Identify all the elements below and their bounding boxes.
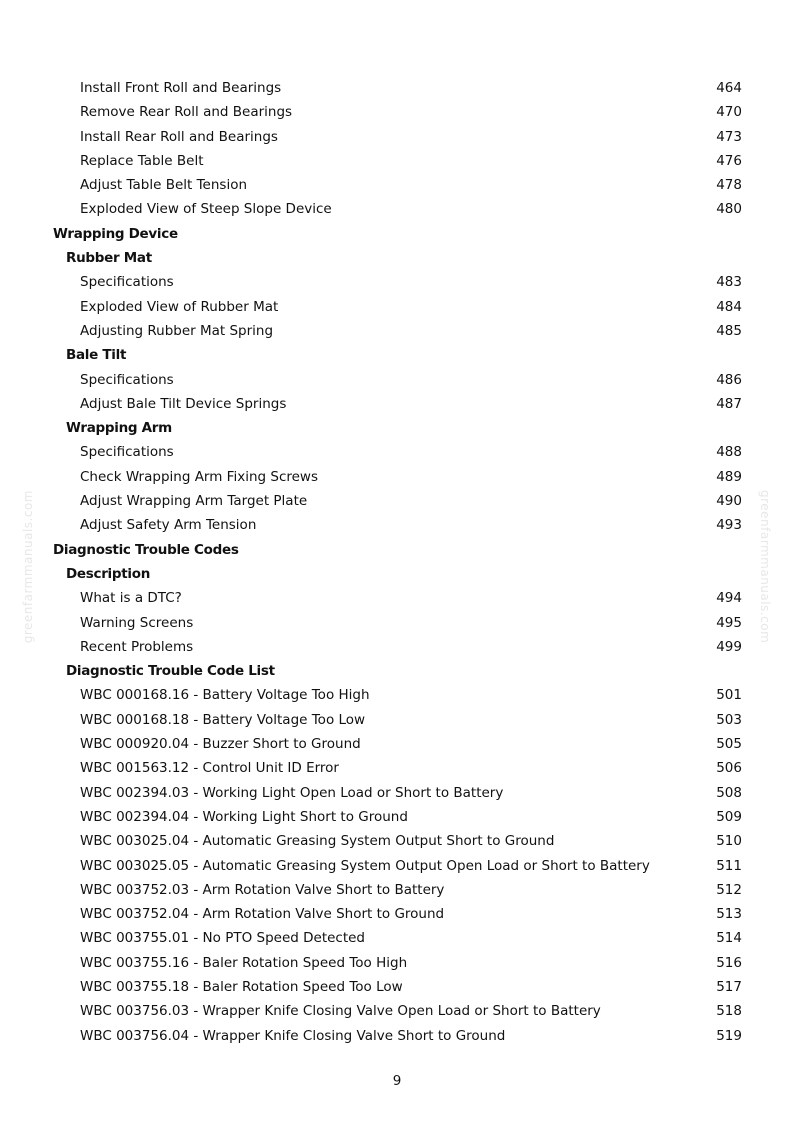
toc-entry-page: 512 [716, 881, 742, 898]
toc-entry[interactable] [0, 781, 794, 805]
toc-entry-title: Exploded View of Rubber Mat [80, 298, 279, 315]
toc-entry-title: Check Wrapping Arm Fixing Screws [80, 468, 318, 485]
toc-entry-page: 514 [716, 930, 742, 947]
toc-entry-title: Install Rear Roll and Bearings [80, 128, 278, 145]
toc-entry-page: 501 [716, 687, 742, 704]
toc-entry[interactable] [0, 1024, 794, 1048]
toc-section-heading [0, 659, 794, 683]
toc-entry-title: WBC 002394.03 - Working Light Open Load or Short to Battery [80, 784, 504, 801]
toc-entry[interactable] [0, 683, 794, 707]
toc-entry-title: Specifications [80, 444, 174, 461]
toc-entry-page: 480 [716, 201, 742, 218]
toc-entry-page: 470 [716, 104, 742, 121]
toc-section-heading [0, 562, 794, 586]
toc-section-heading [0, 343, 794, 367]
toc-entry-page: 508 [716, 784, 742, 801]
toc-entry-title: Recent Problems [80, 638, 194, 655]
toc-entry-title: Adjust Bale Tilt Device Springs [80, 395, 287, 412]
toc-entry[interactable] [0, 586, 794, 610]
toc-entry-title: WBC 000168.16 - Battery Voltage Too High [80, 687, 370, 704]
toc-entry[interactable] [0, 635, 794, 659]
toc-entry-title: WBC 003755.01 - No PTO Speed Detected [80, 930, 366, 947]
toc-entry-title: WBC 003752.03 - Arm Rotation Valve Short to Battery [80, 881, 445, 898]
toc-entry[interactable] [0, 611, 794, 635]
page-number: 9 [392, 1073, 402, 1089]
toc-entry[interactable] [0, 902, 794, 926]
toc-entry-page: 519 [716, 1027, 742, 1044]
toc-entry-title: WBC 001563.12 - Control Unit ID Error [80, 760, 339, 777]
toc-section-heading [0, 246, 794, 270]
toc-entry-title: WBC 002394.04 - Working Light Short to Ground [80, 808, 408, 825]
toc-entry-title: WBC 003756.04 - Wrapper Knife Closing Valve Short to Ground [80, 1027, 506, 1044]
toc-entry[interactable] [0, 854, 794, 878]
toc-section-heading [0, 538, 794, 562]
toc-entry-page: 487 [716, 395, 742, 412]
toc-entry[interactable] [0, 999, 794, 1023]
toc-entry-title: Description [66, 565, 151, 582]
toc-entry-title: Exploded View of Steep Slope Device [80, 201, 332, 218]
toc-entry-title: Adjust Safety Arm Tension [80, 517, 257, 534]
toc-entry-title: Adjusting Rubber Mat Spring [80, 322, 274, 339]
toc-entry-page: 494 [716, 590, 742, 607]
toc-entry-page: 484 [716, 298, 742, 315]
toc-entry-page: 516 [716, 954, 742, 971]
toc-entry[interactable] [0, 295, 794, 319]
toc-entry-title: WBC 003025.04 - Automatic Greasing System Output Short to Ground [80, 833, 555, 850]
toc-entry-title: WBC 003756.03 - Wrapper Knife Closing Valve Open Load or Short to Battery [80, 1003, 601, 1020]
toc-entry[interactable] [0, 465, 794, 489]
toc-section-heading [0, 222, 794, 246]
toc-entry-title: Wrapping Arm [66, 420, 172, 437]
toc-entry[interactable] [0, 368, 794, 392]
toc-entry[interactable] [0, 708, 794, 732]
toc-entry-title: WBC 003755.18 - Baler Rotation Speed Too Low [80, 978, 403, 995]
toc-entry-page: 518 [716, 1003, 742, 1020]
toc-entry-title: WBC 000168.18 - Battery Voltage Too Low [80, 711, 366, 728]
toc-entry-title: Adjust Wrapping Arm Target Plate [80, 493, 308, 510]
watermark-right: greenfarmmanuals.com [758, 490, 772, 644]
toc-entry-page: 495 [716, 614, 742, 631]
toc-entry-page: 505 [716, 736, 742, 753]
toc-entry-page: 489 [716, 468, 742, 485]
toc-entry[interactable] [0, 756, 794, 780]
toc-entry-title: Install Front Roll and Bearings [80, 80, 282, 96]
toc-entry-page: 510 [716, 833, 742, 850]
toc-entry-page: 499 [716, 638, 742, 655]
toc-entry-title: Replace Table Belt [80, 152, 204, 169]
toc-entry-page: 486 [716, 371, 742, 388]
toc-entry-page: 473 [716, 128, 742, 145]
toc-entry-page: 485 [716, 322, 742, 339]
toc-entry-title: Diagnostic Trouble Code List [66, 663, 275, 680]
toc-entry-page: 503 [716, 711, 742, 728]
toc-entry-title: Diagnostic Trouble Codes [53, 541, 239, 558]
toc-entry[interactable] [0, 513, 794, 537]
toc-entry-title: WBC 003755.16 - Baler Rotation Speed Too High [80, 954, 408, 971]
toc-entry[interactable] [0, 125, 794, 149]
toc-entry[interactable] [0, 197, 794, 221]
toc-entry[interactable] [0, 489, 794, 513]
toc-entry-page: 511 [716, 857, 742, 874]
toc-entry-title: Warning Screens [80, 614, 194, 631]
toc-entry-page: 488 [716, 444, 742, 461]
toc-entry[interactable] [0, 440, 794, 464]
toc-entry-page: 493 [716, 517, 742, 534]
toc-entry-title: Specifications [80, 274, 174, 291]
toc-entry[interactable] [0, 392, 794, 416]
toc-entry[interactable] [0, 805, 794, 829]
toc-entry-title: Adjust Table Belt Tension [80, 177, 248, 194]
toc-entry-page: 490 [716, 493, 742, 510]
watermark-left: greenfarmmanuals.com [21, 490, 35, 644]
toc-section-heading [0, 416, 794, 440]
toc-entry[interactable] [0, 732, 794, 756]
toc-entry[interactable] [0, 975, 794, 999]
toc-entry-page: 513 [716, 906, 742, 923]
toc-entry-title: Specifications [80, 371, 174, 388]
toc-entry[interactable] [0, 951, 794, 975]
toc-entry-page: 509 [716, 808, 742, 825]
toc-entry-title: Remove Rear Roll and Bearings [80, 104, 293, 121]
toc-entry[interactable] [0, 76, 794, 100]
toc-entry-title: Bale Tilt [66, 347, 127, 364]
toc-entry-title: WBC 003025.05 - Automatic Greasing System Output Open Load or Short to Battery [80, 857, 650, 874]
toc-entry[interactable] [0, 270, 794, 294]
toc-entry-title: WBC 003752.04 - Arm Rotation Valve Short to Ground [80, 906, 445, 923]
toc-entry-title: WBC 000920.04 - Buzzer Short to Ground [80, 736, 361, 753]
toc-entry[interactable] [0, 319, 794, 343]
toc-entry[interactable] [0, 149, 794, 173]
toc-entry-page: 464 [716, 80, 742, 96]
toc-entry-title: Wrapping Device [53, 225, 178, 242]
toc-entry[interactable] [0, 926, 794, 950]
toc-entry[interactable] [0, 829, 794, 853]
table-of-contents [0, 76, 794, 1048]
toc-entry-title: Rubber Mat [66, 250, 152, 267]
toc-entry-page: 483 [716, 274, 742, 291]
toc-entry-page: 476 [716, 152, 742, 169]
toc-entry[interactable] [0, 100, 794, 124]
toc-entry[interactable] [0, 878, 794, 902]
toc-entry[interactable] [0, 173, 794, 197]
toc-entry-page: 517 [716, 978, 742, 995]
toc-entry-title: What is a DTC? [80, 590, 182, 607]
toc-entry-page: 478 [716, 177, 742, 194]
toc-entry-page: 506 [716, 760, 742, 777]
